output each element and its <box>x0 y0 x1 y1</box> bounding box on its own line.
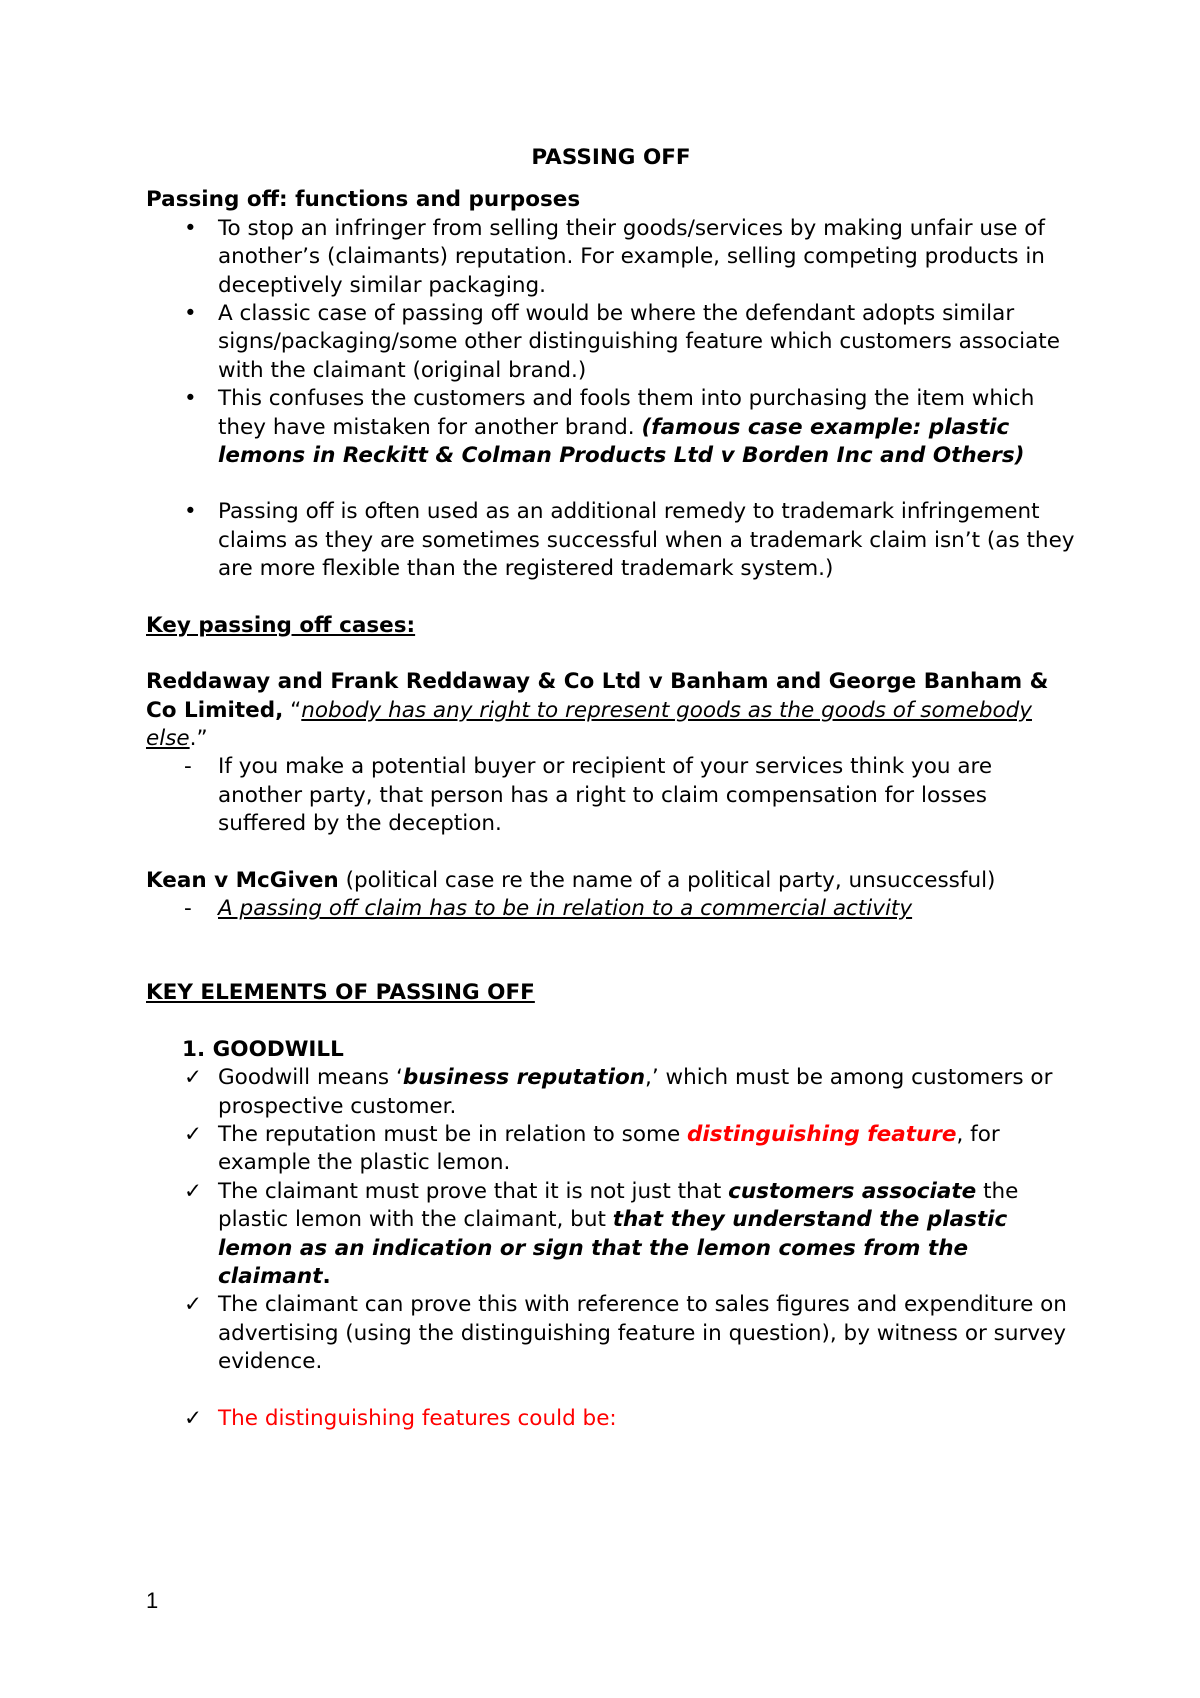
list-item: ✓ The distinguishing features could be: <box>146 1405 1076 1433</box>
section-heading-elements: KEY ELEMENTS OF PASSING OFF <box>146 980 535 1006</box>
page-number: 1 <box>146 1588 159 1613</box>
checkmark-icon: ✓ <box>184 1065 203 1091</box>
list-item: - A passing off claim has to be in relation to a commercial activity <box>146 895 1076 923</box>
dash-icon: - <box>184 895 192 921</box>
reddaway-points <box>146 753 1076 838</box>
case-reddaway: Reddaway and Frank Reddaway & Co Ltd v Banham and George Banham & Co Limited, “nobody has any right to represent goods as the goods of somebody else.” <box>146 669 1049 751</box>
goodwill-checklist <box>146 1064 1076 1376</box>
list-item: • To stop an infringer from selling their goods/services by making unfair use of another’s (claimants) reputation. For example, selling competing products in deceptively similar packaging. <box>184 215 1045 298</box>
functions-list <box>146 215 1076 471</box>
kean-points <box>146 895 1076 923</box>
section-heading-functions: Passing off: functions and purposes <box>146 187 581 213</box>
page-title: PASSING OFF <box>531 145 691 170</box>
list-item: - If you make a potential buyer or recipient of your services think you are another party, that person has a right to claim compensation for losses suffered by the deception. <box>184 754 993 837</box>
bullet-icon: • <box>184 215 197 241</box>
case-quote: nobody has any right to represent goods as the goods of somebody else <box>146 697 1032 751</box>
case-name: Kean v McGiven <box>146 867 339 893</box>
list-item: ✓ The claimant can prove this with reference to sales figures and expenditure on advertising (using the distinguishing feature in question), by witness or survey evidence. <box>184 1292 1067 1375</box>
section-heading-cases: Key passing off cases: <box>146 612 416 638</box>
dash-icon: - <box>184 754 192 780</box>
checkmark-icon: ✓ <box>184 1121 203 1147</box>
list-item: • A classic case of passing off would be where the defendant adopts similar signs/packaging/some other distinguishing feature which customers associate with the claimant (original brand.) <box>184 301 1060 383</box>
bullet-icon: • <box>184 301 197 327</box>
list-item: • This confuses the customers and fools them into purchasing the item which they have mistaken for another brand. (famous case example: plastic lemons in Reckitt & Colman Products Ltd v Borden Inc and Others) <box>184 386 1035 469</box>
checkmark-icon: ✓ <box>184 1178 203 1204</box>
bullet-icon: • <box>184 499 197 525</box>
functions-list-continued <box>146 498 1076 583</box>
list-item: • Passing off is often used as an additional remedy to trademark infringement claims as they are sometimes successful when a trademark claim isn’t (as they are more flexible than the registered trademark system.) <box>184 499 1075 582</box>
case-name: Reddaway and Frank Reddaway & Co Ltd v Banham and George Banham & Co Limited, <box>146 669 1049 723</box>
list-item: ✓ Goodwill means ‘business reputation,’ which must be among customers or prospective customer. <box>184 1065 1053 1119</box>
checkmark-icon: ✓ <box>184 1292 203 1318</box>
list-item: ✓ The reputation must be in relation to some distinguishing feature, for example the plastic lemon. <box>184 1121 1000 1176</box>
goodwill-heading: 1. GOODWILL <box>182 1036 344 1062</box>
goodwill-checklist-continued <box>146 1405 1076 1433</box>
famous-case-example: (famous case example: plastic lemons in Reckitt & Colman Products Ltd v Borden Inc and Others) <box>218 414 1025 469</box>
list-item: ✓ The claimant must prove that it is not just that customers associate the plastic lemon with the claimant, but that they understand the plastic lemon as an indication or sign that the lemon comes from the claimant. <box>184 1178 1019 1289</box>
checkmark-icon: ✓ <box>184 1405 203 1431</box>
case-kean: Kean v McGiven (political case re the name of a political party, unsuccessful) <box>146 867 996 893</box>
document-body <box>146 144 1076 1433</box>
bullet-icon: • <box>184 386 197 412</box>
